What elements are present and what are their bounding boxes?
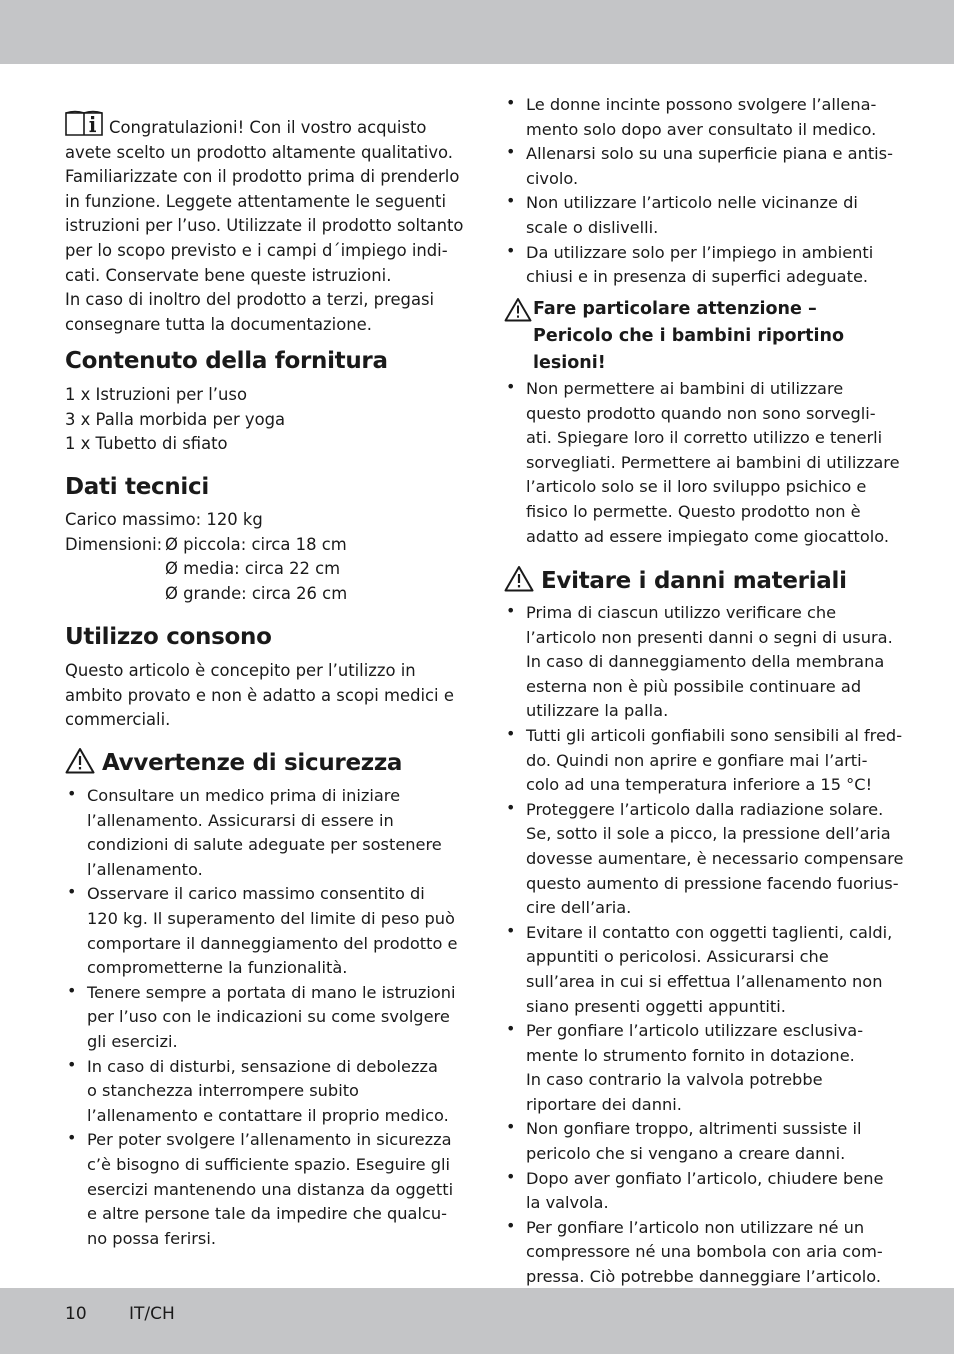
- intro-line: Familiarizzate con il prodotto prima di prenderlo: [65, 167, 460, 187]
- warning-triangle-icon: [65, 747, 95, 782]
- list-item: • Tenere sempre a portata di mano le istruzioni per l’uso con le indicazioni su come svolgere gli esercizi.: [65, 981, 457, 1055]
- safety-heading: Avvertenze di sicurezza: [65, 747, 402, 782]
- list-item: • Non gonfiare troppo, altrimenti sussiste il pericolo che si vengano a creare danni.: [504, 1117, 904, 1166]
- children-warning-heading: Fare particolare attenzione – Pericolo che i bambini riportino lesioni!: [504, 296, 892, 377]
- list-item: • Per gonfiare l’articolo non utilizzare né un compressore né una bombola con aria com- pressa. Ciò potrebbe danneggiare l’articolo.: [504, 1216, 904, 1290]
- list-item: • Le donne incinte possono svolgere l’allena- mento solo dopo aver consultato il medico.: [504, 93, 893, 142]
- intended-use-text: [65, 659, 454, 733]
- warning-triangle-icon: [504, 297, 532, 331]
- children-list: [504, 377, 900, 549]
- list-item: • Proteggere l’articolo dalla radiazione solare. Se, sotto il sole a picco, la pressione dell’aria dovesse aumentare, è necessario compensare questo aumento di pressione facendo fuorius- cire dell’aria.: [504, 798, 904, 921]
- list-item: • Dopo aver gonfiato l’articolo, chiudere bene la valvola.: [504, 1167, 904, 1216]
- list-item: • Per poter svolgere l’allenamento in sicurezza c’è bisogno di sufficiente spazio. Eseguire gli esercizi mantenendo una distanza da oggetti e altre persone tale da impedire che qualcu- no possa ferirsi.: [65, 1128, 457, 1251]
- intro-line: cati. Conservate bene queste istruzioni.: [65, 265, 392, 285]
- info-book-icon: [65, 109, 103, 137]
- list-item: • Non permettere ai bambini di utilizzare questo prodotto quando non sono sorvegli- ati. Spiegare loro il corretto utilizzo e tenerli sorvegliati. Permettere ai bambini di utilizzare l’articolo solo se il loro sviluppo psichico e fisico lo permette. Questo prodotto non è adatto ad essere impiegato come giocattolo.: [504, 377, 900, 549]
- intro-paragraph: [65, 109, 464, 337]
- list-item: • Da utilizzare solo per l’impiego in ambienti chiusi e in presenza di superfici adeguate.: [504, 241, 893, 290]
- intro-line: In caso di inoltro del prodotto a terzi, pregasi: [65, 290, 435, 310]
- list-item: • Per gonfiare l’articolo utilizzare esclusiva- mente lo strumento fornito in dotazione. In caso contrario la valvola potrebbe riportare dei danni.: [504, 1019, 904, 1117]
- intro-line: istruzioni per l’uso. Utilizzate il prodotto soltanto: [65, 216, 464, 236]
- dimension-small: Ø piccola: circa 18 cm: [165, 534, 347, 554]
- intended-use-heading: Utilizzo consono: [65, 624, 272, 650]
- intended-use-line: commerciali.: [65, 710, 171, 730]
- list-item: • Allenarsi solo su una superficie piana e antis- civolo.: [504, 142, 893, 191]
- intro-line: per lo scopo previsto e i campi d´impiego indi-: [65, 240, 448, 260]
- intro-line: in funzione. Leggete attentamente le seguenti: [65, 191, 447, 211]
- material-heading: Evitare i danni materiali: [504, 565, 847, 600]
- list-item: • Evitare il contatto con oggetti taglienti, caldi, appuntiti o pericolosi. Assicurarsi che sull’area in cui si effettua l’allenamento non siano presenti oggetti appuntiti.: [504, 921, 904, 1019]
- list-item: • Tutti gli articoli gonfiabili sono sensibili al fred- do. Quindi non aprire e gonfiare mai l’arti- colo ad una temperatura inferiore a 15 °C!: [504, 724, 904, 798]
- dimensions-label: Dimensioni:: [65, 534, 163, 554]
- page-number: 10: [65, 1304, 87, 1324]
- technical-data: [65, 508, 453, 606]
- list-item: • Non utilizzare l’articolo nelle vicinanze di scale o dislivelli.: [504, 191, 893, 240]
- list-item: • Consultare un medico prima di iniziare l’allenamento. Assicurarsi di essere in condizioni di salute adeguate per sostenere l’allenamento.: [65, 784, 457, 882]
- intro-first-line: Congratulazioni! Con il vostro acquisto: [65, 109, 453, 141]
- locale-label: IT/CH: [129, 1304, 175, 1324]
- contents-item: 3 x Palla morbida per yoga: [65, 409, 286, 429]
- dimension-medium: Ø media: circa 22 cm: [165, 559, 341, 579]
- list-item: • In caso di disturbi, sensazione di debolezza o stanchezza interrompere subito l’allenamento e contattare il proprio medico.: [65, 1055, 457, 1129]
- intro-line: avete scelto un prodotto altamente qualitativo.: [65, 142, 453, 162]
- dimension-large: Ø grande: circa 26 cm: [165, 583, 348, 603]
- max-load: Carico massimo: 120 kg: [65, 510, 263, 529]
- list-item: • Osservare il carico massimo consentito di 120 kg. Il superamento del limite di peso può comportare il danneggiamento del prodotto e comprometterne la funzionalità.: [65, 882, 457, 980]
- contents-item: 1 x Tubetto di sfiato: [65, 434, 228, 454]
- intended-use-line: ambito provato e non è adatto a scopi medici e: [65, 685, 454, 705]
- safety-list-continued: [504, 93, 893, 290]
- technical-heading: Dati tecnici: [65, 474, 209, 500]
- contents-item: 1 x Istruzioni per l’uso: [65, 385, 247, 404]
- intro-line: consegnare tutta la documentazione.: [65, 314, 372, 334]
- contents-list: [65, 383, 285, 457]
- safety-list: [65, 784, 457, 1251]
- material-list: [504, 601, 904, 1290]
- warning-triangle-icon: [504, 565, 534, 600]
- intended-use-line: Questo articolo è concepito per l’utilizzo in: [65, 661, 416, 680]
- contents-heading: Contenuto della fornitura: [65, 348, 388, 374]
- header-bar: [0, 0, 954, 64]
- list-item: • Prima di ciascun utilizzo verificare che l’articolo non presenti danni o segni di usura. In caso di danneggiamento della membrana esterna non è più possibile continuare ad utilizzare la palla.: [504, 601, 904, 724]
